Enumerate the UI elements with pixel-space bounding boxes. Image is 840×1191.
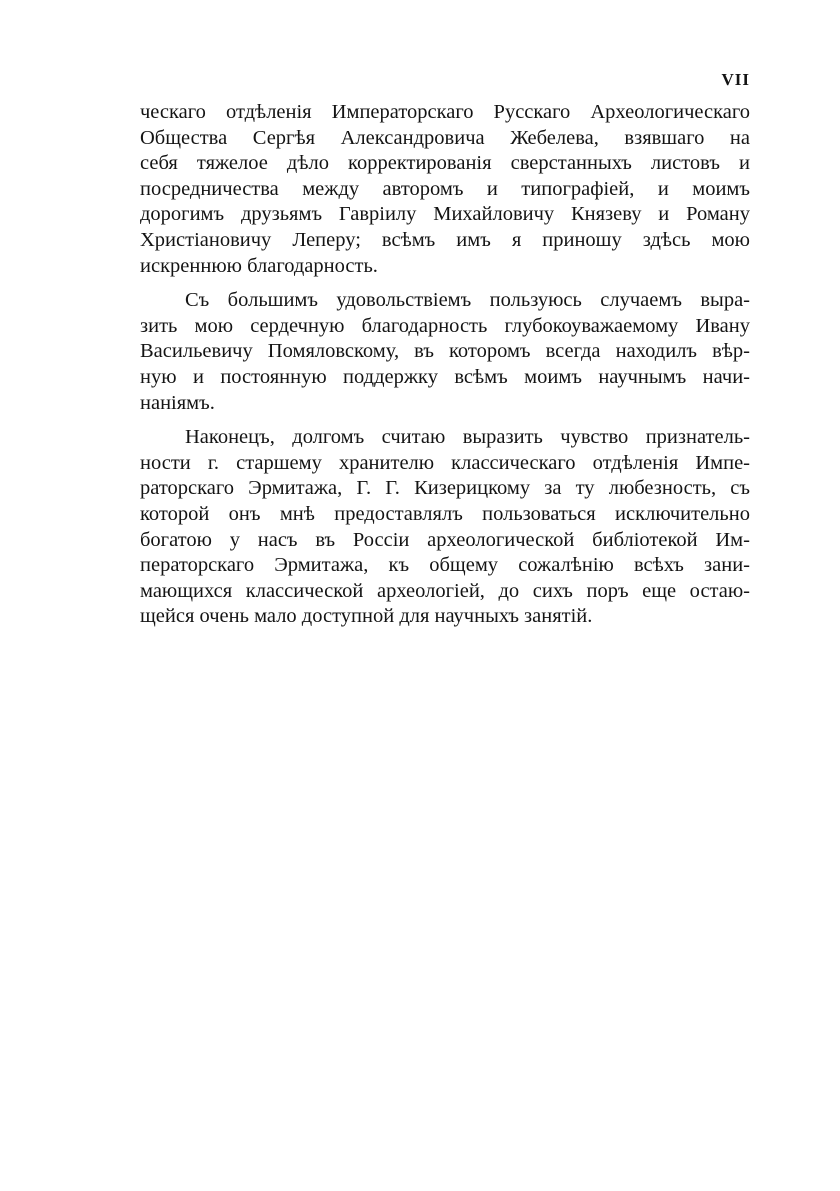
text-line: Наконецъ, долгомъ считаю выразить чувство признатель- [185,426,750,449]
text-line: раторскаго Эрмитажа, Г. Г. Кизерицкому за ту любезность, съ [140,477,750,500]
text-line: дорогимъ друзьямъ Гавріилу Михайловичу Князеву и Роману [140,203,750,226]
text-line: Общества Сергѣя Александровича Жебелева, взявшаго на [140,126,750,149]
text-line: ческаго отдѣленія Императорскаго Русскаго Археологическаго [140,101,750,123]
text-line: щейся очень мало доступной для научныхъ занятій. [140,605,593,628]
text-line: ператорскаго Эрмитажа, къ общему сожалѣнію всѣхъ зани- [140,554,750,577]
text-line: наніямъ. [140,391,215,414]
text-line: искреннюю благодарность. [140,254,378,277]
paragraph-3 [140,425,750,630]
text-line: ности г. старшему хранителю классическаго отдѣленія Импе- [140,451,750,474]
text-line: Христіановичу Леперу; всѣмъ имъ я приношу здѣсь мою [140,228,750,251]
body-text [140,100,750,630]
text-line: себя тяжелое дѣло корректированія сверстанныхъ листовъ и [140,152,750,175]
page-number: VII [721,70,750,89]
text-line: Съ большимъ удовольствіемъ пользуюсь случаемъ выра- [185,289,750,312]
text-line: богатою у насъ въ Россіи археологической библіотекой Им- [140,528,750,551]
text-line: Васильевичу Помяловскому, въ которомъ всегда находилъ вѣр- [140,340,750,363]
text-line: посредничества между авторомъ и типографіей, и моимъ [140,177,750,200]
paragraph-1 [140,100,750,279]
text-line: ную и постоянную поддержку всѣмъ моимъ научнымъ начи- [140,365,750,388]
text-line: мающихся классической археологіей, до сихъ поръ еще остаю- [140,579,750,602]
text-line: зить мою сердечную благодарность глубокоуважаемому Ивану [140,314,750,337]
text-line: которой онъ мнѣ предоставлялъ пользоваться исключительно [140,502,750,525]
paragraph-2 [140,288,750,416]
